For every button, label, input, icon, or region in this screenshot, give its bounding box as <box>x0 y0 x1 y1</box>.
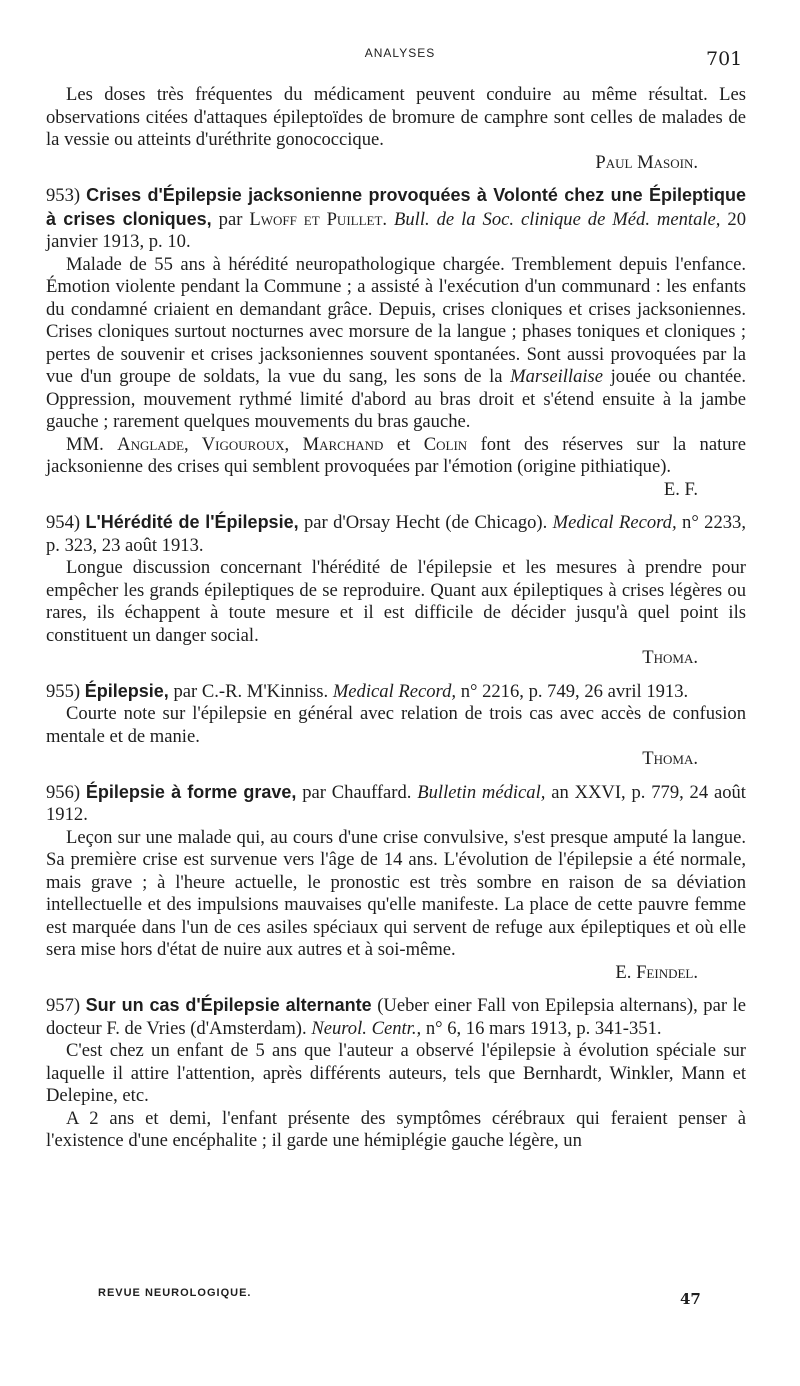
paragraph-text: Malade de 55 ans à hérédité neuropathologique chargée. Tremblement depuis l'enfance. Émotion violente pendant la Commune ; a assisté à l'exécution d'un communard : les enfants du condamné criaient en demandant grâce. Depuis, crises cloniques et crises jacksoniennes. Crises cloniques surtout nocturnes avec morsure de la langue ; phases toniques et cloniques ; pertes de souvenir et crises jacksoniennes souvent spontanées. Sont aussi provoquées par la vue d'un groupe de soldats, la vue du sang, les sons de la <box>46 253 746 387</box>
entry-details: 20 janvier 1913, p. 10. <box>46 208 746 252</box>
entry-journal: Bulletin médical, <box>417 781 546 803</box>
entry-details: an XXVI, p. 779, 24 août 1912. <box>46 781 746 825</box>
paragraph-text-end: jouée ou chantée. Oppression, mouvement rythmé limité d'abord au bras droit et s'étend ensuite à la jambe gauche ; rarement quelques mouvements du bras gauche. <box>46 366 746 432</box>
paragraph-name-last: Colin <box>423 433 468 455</box>
entry-955-paragraph: Courte note sur l'épilepsie en général avec relation de trois cas avec accès de confusion mentale et de manie. <box>46 703 746 747</box>
entry-details: n° 2233, p. 323, 23 août 1913. <box>46 512 746 556</box>
entry-number: 957) <box>46 995 81 1016</box>
entry-953-paragraph-2 <box>46 434 746 479</box>
entry-number: 953) <box>46 185 81 206</box>
entry-955-heading <box>46 680 746 704</box>
running-head: ANALYSES <box>364 46 436 60</box>
entry-by: (Ueber einer Fall von Epilepsia alternans), par le docteur F. de Vries (d'Amsterdam). <box>46 995 746 1039</box>
page-number: 701 <box>706 48 743 70</box>
entry-journal: Bull. de la Soc. clinique de Méd. mentale, <box>394 208 721 230</box>
entry-956-heading <box>46 781 746 827</box>
paragraph-prefix: MM. <box>66 433 104 455</box>
entry-details: n° 6, 16 mars 1913, p. 341-351. <box>425 1017 662 1039</box>
entry-954-heading <box>46 511 746 557</box>
intro-signature: Paul Masoin. <box>595 151 698 173</box>
entry-957-paragraph-1: C'est chez un enfant de 5 ans que l'auteur a observé l'épilepsie à évolution spéciale sur laquelle il attire l'attention, après différents auteurs, tels que Bernhardt, Winkler, Mann et Delepine, etc. <box>46 1040 746 1106</box>
entry-953-heading <box>46 184 746 254</box>
entry-number: 955) <box>46 680 81 702</box>
paragraph-and: et <box>396 433 411 455</box>
entry-by: par <box>218 208 243 230</box>
entry-954-signature: Thoma. <box>642 647 698 668</box>
entry-956-signature: E. Feindel. <box>615 961 698 983</box>
entry-957-heading <box>46 994 746 1040</box>
page-content <box>46 84 746 1153</box>
entry-number: 954) <box>46 512 81 533</box>
entry-number: 956) <box>46 781 81 803</box>
paragraph-italic-text: Marseillaise <box>510 366 604 387</box>
entry-details: n° 2216, p. 749, 26 avril 1913. <box>460 680 689 702</box>
entry-by: par d'Orsay Hecht (de Chicago). <box>303 512 548 533</box>
entry-954-paragraph: Longue discussion concernant l'hérédité de l'épilepsie et les mesures à prendre pour empêcher les grands épileptiques de se reproduire. Quant aux épileptiques à crises légères ou rares, ils échappent à toute mesure et il est difficile de décider jusqu'à quel point ils constituent un danger social. <box>46 557 746 646</box>
entry-by: par Chauffard. <box>302 781 412 803</box>
paragraph-rest: font des réserves sur la nature jacksonienne des crises qui semblent provoquées par l'émotion (origine pithiatique). <box>46 433 746 477</box>
sheet-number: 47 <box>680 1290 701 1308</box>
entry-title: Sur un cas d'Épilepsie alternante <box>85 995 372 1015</box>
entry-953-signature: E. F. <box>663 478 698 500</box>
entry-title: Crises d'Épilepsie jacksonienne provoquées à Volonté chez une Épileptique à crises cloniques, <box>46 185 746 229</box>
entry-by: par C.-R. M'Kinniss. <box>173 680 329 702</box>
entry-title: Épilepsie à forme grave, <box>85 781 297 802</box>
entry-journal: Medical Record, <box>552 512 677 533</box>
journal-footer: REVUE NEUROLOGIQUE. <box>98 1287 252 1299</box>
entry-title: L'Hérédité de l'Épilepsie, <box>85 512 299 532</box>
entry-journal: Medical Record, <box>332 680 457 702</box>
entry-956-paragraph: Leçon sur une malade qui, au cours d'une crise convulsive, s'est presque amputé la langue. Sa première crise est survenue vers l'âge de 14 ans. L'évolution de l'épilepsie a été normale, mais grave ; à l'heure actuelle, le pronostic est très sombre en raison de sa déviation intellectuelle et des impulsions mauvaises qu'elle manifeste. La place de cette pauvre femme est marquée dans l'un de ces asiles spéciaux qui servent de refuge aux épileptiques et où elle sera mise hors d'état de nuire aux autres et à soi-même. <box>46 826 746 960</box>
entry-authors: Lwoff et Puillet. <box>249 208 388 230</box>
entry-953-paragraph-1 <box>46 254 746 434</box>
entry-title: Épilepsie, <box>84 680 169 701</box>
intro-paragraph: Les doses très fréquentes du médicament peuvent conduire au même résultat. Les observations citées d'attaques épileptoïdes de bromure de camphre sont celles de malades de la vessie ou atteints d'uréthrite gonococcique. <box>46 84 746 150</box>
entry-957-paragraph-2: A 2 ans et demi, l'enfant présente des symptômes cérébraux qui feraient penser à l'existence d'une encéphalite ; il garde une hémiplégie gauche légère, un <box>46 1107 746 1151</box>
entry-955-signature: Thoma. <box>642 748 698 769</box>
paragraph-names: Anglade, Vigouroux, Marchand <box>117 433 384 455</box>
entry-journal: Neurol. Centr., <box>311 1017 422 1039</box>
